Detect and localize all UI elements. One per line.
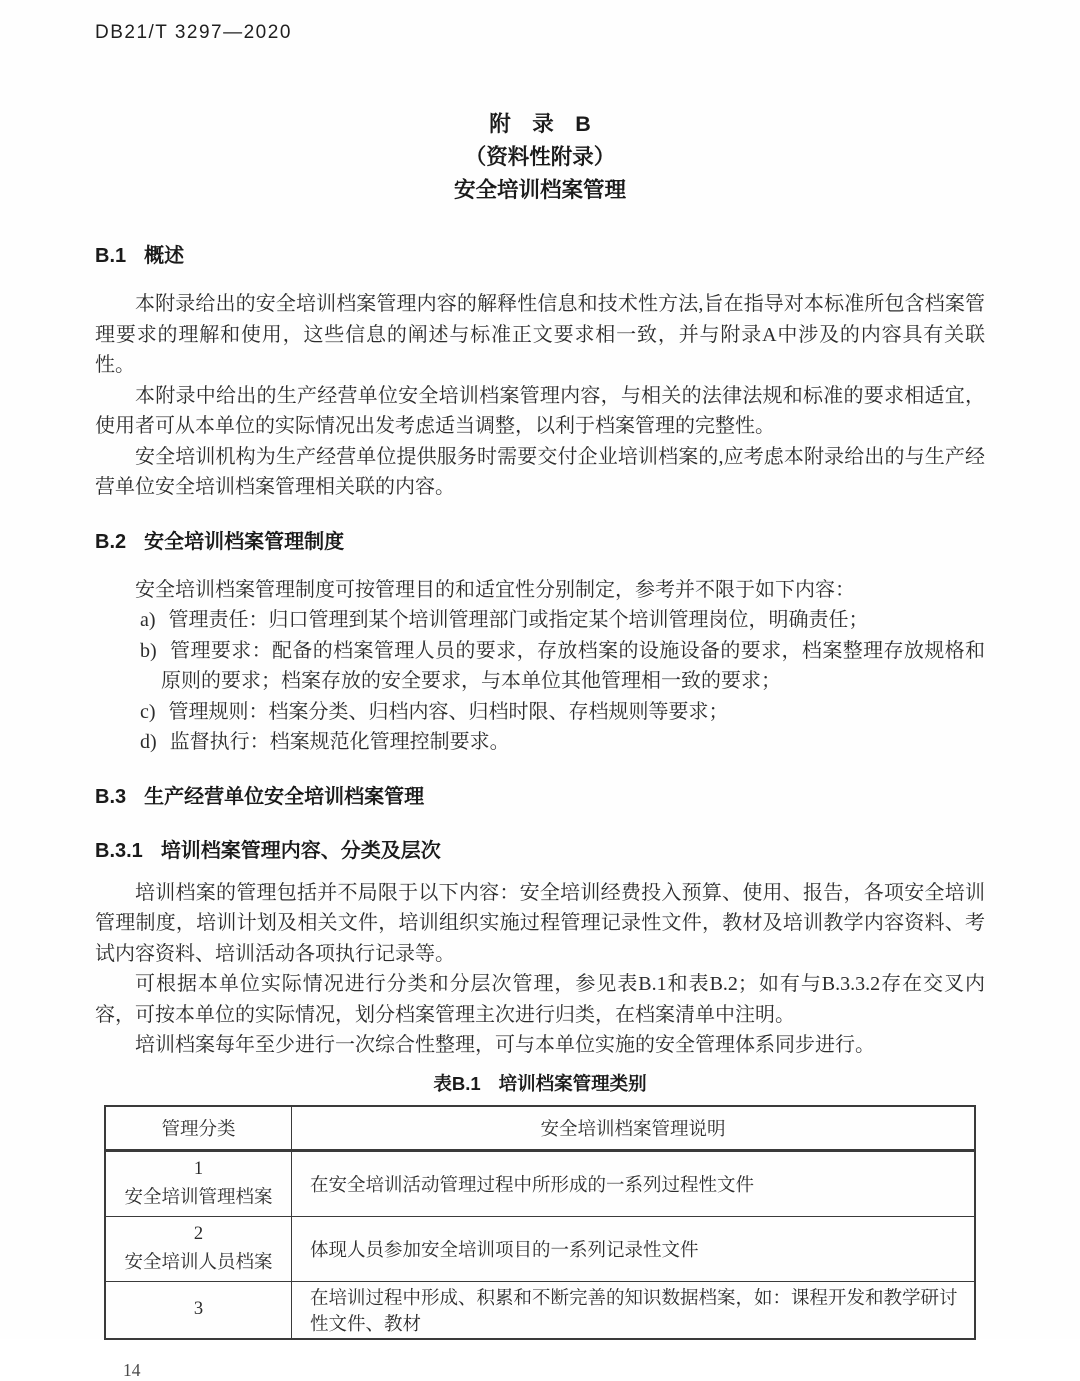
category-number: 2 xyxy=(193,1223,204,1244)
paragraph: 本附录中给出的生产经营单位安全培训档案管理内容，与相关的法律法规和标准的要求相适宜，使用者可从本单位的实际情况出发考虑适当调整，以利于档案管理的完整性。 xyxy=(95,384,985,437)
heading-b2 xyxy=(95,529,985,555)
standard-number: DB21/T 3297—2020 xyxy=(95,22,292,43)
table-cell-category xyxy=(105,1216,292,1281)
list-item xyxy=(95,697,985,728)
paragraph: 培训档案的管理包括并不局限于以下内容：安全培训经费投入预算、使用、报告，各项安全培训管理制度，培训计划及相关文件，培训组织实施过程管理记录性文件，教材及培训教学内容资料、考试内容资料、培训活动各项执行记录等。 xyxy=(95,881,985,965)
section-b2-body xyxy=(95,575,985,758)
heading-b2-title: 安全培训档案管理制度 xyxy=(144,530,345,553)
appendix-title-line1: 附 录 B xyxy=(489,112,591,136)
list-item xyxy=(95,605,985,636)
table-cell-description: 在安全培训活动管理过程中所形成的一系列过程性文件 xyxy=(292,1150,976,1216)
heading-b31-number: B.3.1 xyxy=(95,839,143,862)
list-item-text: 管理要求：配备的档案管理人员的要求，存放档案的设施设备的要求，档案整理存放规格和原则的要求；档案存放的安全要求，与本单位其他管理相一致的要求； xyxy=(161,639,985,692)
list-item-marker: a) xyxy=(140,609,156,631)
paragraph: 本附录给出的安全培训档案管理内容的解释性信息和技术性方法,旨在指导对本标准所包含档案管理要求的理解和使用，这些信息的阐述与标准正文要求相一致，并与附录A中涉及的内容具有关联性。 xyxy=(95,293,985,376)
heading-b1 xyxy=(95,243,985,269)
table-header-description: 安全培训档案管理说明 xyxy=(292,1106,976,1151)
table-cell-description: 在培训过程中形成、积累和不断完善的知识数据档案，如：课程开发和教学研讨性文件、教材 xyxy=(292,1281,976,1339)
paragraph: 安全培训机构为生产经营单位提供服务时需要交付企业培训档案的,应考虑本附录给出的与生产经营单位安全培训档案管理相关联的内容。 xyxy=(95,445,985,498)
appendix-title-line2: （资料性附录） xyxy=(464,145,616,169)
table-header-row xyxy=(105,1106,975,1151)
list-item-text: 管理规则：档案分类、归档内容、归档时限、存档规则等要求； xyxy=(168,700,729,723)
table-b1-caption-label: 表B.1 xyxy=(433,1072,481,1094)
list-item xyxy=(95,727,985,758)
paragraph: 安全培训档案管理制度可按管理目的和适宜性分别制定，参考并不限于如下内容： xyxy=(135,578,855,601)
table-b1-caption-title: 培训档案管理类别 xyxy=(498,1072,647,1094)
table-row xyxy=(105,1281,975,1339)
page-number: 14 xyxy=(123,1359,141,1380)
heading-b3-title: 生产经营单位安全培训档案管理 xyxy=(144,785,425,808)
lettered-list xyxy=(95,605,985,758)
table-b1 xyxy=(104,1105,976,1340)
heading-b31 xyxy=(95,838,985,864)
appendix-title-line3: 安全培训档案管理 xyxy=(453,178,626,202)
heading-b2-number: B.2 xyxy=(95,530,127,553)
category-name: 安全培训管理档案 xyxy=(124,1187,273,1208)
paragraph: 培训档案每年至少进行一次综合性整理，可与本单位实施的安全管理体系同步进行。 xyxy=(135,1034,875,1056)
table-b1-caption xyxy=(95,1071,985,1097)
category-number: 3 xyxy=(193,1299,204,1319)
list-item xyxy=(95,636,985,697)
heading-b1-title: 概述 xyxy=(144,245,185,267)
paragraph: 可根据本单位实际情况进行分类和分层次管理，参见表B.1和表B.2；如有与B.3.3.2存在交叉内容，可按本单位的实际情况，划分档案管理主次进行归类，在档案清单中注明。 xyxy=(95,973,985,1026)
table-cell-description: 体现人员参加安全培训项目的一系列记录性文件 xyxy=(292,1216,976,1281)
section-b1-body xyxy=(95,289,985,503)
heading-b3-number: B.3 xyxy=(95,785,127,808)
heading-b3 xyxy=(95,784,985,810)
heading-b31-title: 培训档案管理内容、分类及层次 xyxy=(160,839,441,862)
heading-b1-number: B.1 xyxy=(95,245,127,267)
appendix-title-block xyxy=(95,108,985,207)
category-number: 1 xyxy=(193,1158,204,1179)
table-header-category: 管理分类 xyxy=(105,1106,292,1151)
list-item-marker: d) xyxy=(140,731,157,753)
table-cell-category xyxy=(105,1281,292,1339)
list-item-marker: c) xyxy=(140,700,156,723)
category-name: 安全培训人员档案 xyxy=(124,1252,273,1273)
table-row xyxy=(105,1150,975,1216)
list-item-text: 监督执行：档案规范化管理控制要求。 xyxy=(169,731,510,753)
list-item-marker: b) xyxy=(140,639,157,662)
table-row xyxy=(105,1216,975,1281)
table-cell-category xyxy=(105,1150,292,1216)
list-item-text: 管理责任：归口管理到某个培训管理部门或指定某个培训管理岗位，明确责任； xyxy=(168,609,869,631)
section-b31-body xyxy=(95,878,985,1061)
